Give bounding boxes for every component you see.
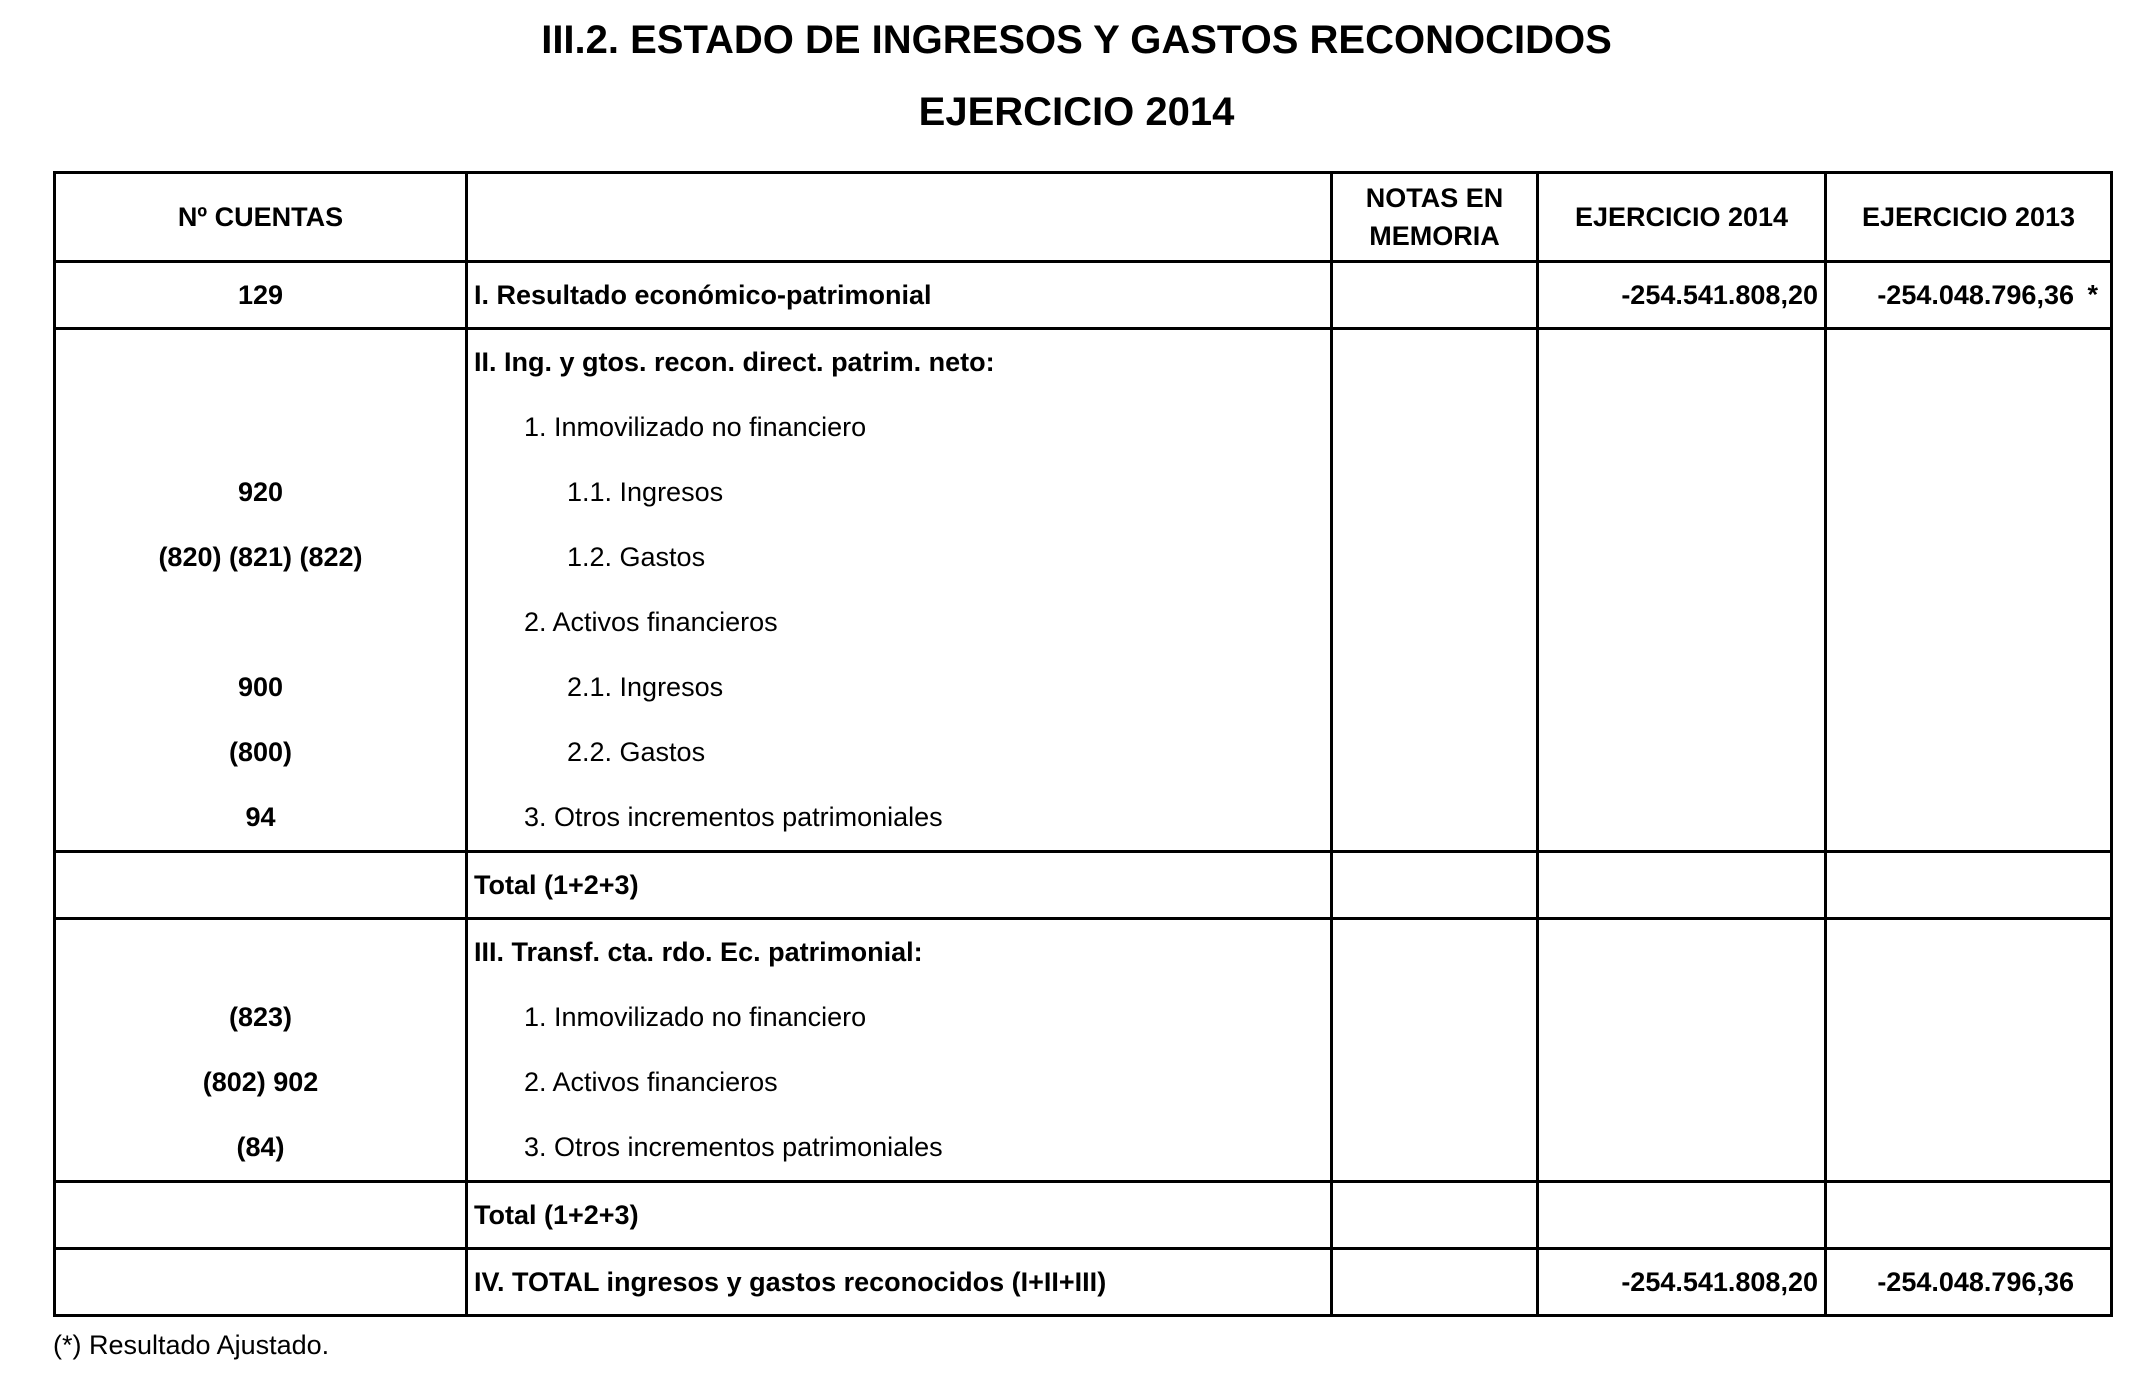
- value-2014: -254.541.808,20: [1538, 262, 1826, 329]
- notes-cell: [1332, 852, 1538, 919]
- total-label: Total (1+2+3): [467, 852, 1332, 919]
- account-line: 920: [237, 477, 284, 507]
- table-row: [55, 262, 2112, 329]
- value-2013: -254.048.796,36: [1877, 279, 2074, 310]
- concept-cell: [467, 329, 1332, 852]
- value-2014-cell: [1538, 852, 1826, 919]
- account-line: [56, 395, 465, 460]
- value-2013-cell: [1826, 919, 2112, 1182]
- header-row: [55, 173, 2112, 262]
- account-cell: [55, 852, 467, 919]
- section-iii-row: [55, 919, 2112, 1182]
- account-line: (823): [228, 1002, 293, 1032]
- notes-cell: [1332, 1182, 1538, 1249]
- account-line: 94: [245, 802, 276, 832]
- value-2013-cell: [1826, 329, 2112, 852]
- header-cuentas: Nº CUENTAS: [55, 173, 467, 262]
- notes-cell: [1332, 1249, 1538, 1316]
- account-cell: [55, 1249, 467, 1316]
- concept-line: 2.1. Ingresos: [567, 672, 724, 702]
- header-ejercicio-2013: EJERCICIO 2013: [1826, 173, 2112, 262]
- account-line: (84): [236, 1132, 285, 1162]
- account-cell: [55, 329, 467, 852]
- grand-total-2013: -254.048.796,36: [1826, 1249, 2112, 1316]
- concept-line: 2. Activos financieros: [524, 1067, 778, 1097]
- grand-total-label: IV. TOTAL ingresos y gastos reconocidos (I+II+III): [467, 1249, 1332, 1316]
- value-2014-cell: [1538, 329, 1826, 852]
- concept-line: 1.2. Gastos: [567, 542, 706, 572]
- adjusted-mark: *: [2087, 279, 2098, 310]
- concept-line: 1. Inmovilizado no financiero: [524, 1002, 867, 1032]
- document-title: III.2. ESTADO DE INGRESOS Y GASTOS RECONOCIDOS: [541, 18, 1612, 62]
- section-heading: II. Ing. y gtos. recon. direct. patrim. neto:: [474, 347, 995, 377]
- grand-total-row: [55, 1249, 2112, 1316]
- value-2014-cell: [1538, 919, 1826, 1182]
- concept-cell: [467, 919, 1332, 1182]
- table-row: [55, 852, 2112, 919]
- concept-line: 3. Otros incrementos patrimoniales: [524, 1132, 943, 1162]
- account-cell: [55, 919, 467, 1182]
- account-cell: 129: [55, 262, 467, 329]
- notes-cell: [1332, 329, 1538, 852]
- section-heading: III. Transf. cta. rdo. Ec. patrimonial:: [474, 937, 923, 967]
- table-row: [55, 1182, 2112, 1249]
- value-2014-cell: [1538, 1182, 1826, 1249]
- grand-total-2014: -254.541.808,20: [1538, 1249, 1826, 1316]
- value-2013-cell: [1826, 262, 2112, 329]
- concept-line: 3. Otros incrementos patrimoniales: [524, 802, 943, 832]
- header-notas: NOTAS EN MEMORIA: [1332, 173, 1538, 262]
- total-label: Total (1+2+3): [467, 1182, 1332, 1249]
- header-ejercicio-2014: EJERCICIO 2014: [1538, 173, 1826, 262]
- concept-line: 2.2. Gastos: [567, 737, 706, 767]
- account-line: [56, 920, 465, 985]
- account-line: [56, 590, 465, 655]
- header-concepto: [467, 173, 1332, 262]
- concept-line: 2. Activos financieros: [524, 607, 778, 637]
- value-2013-cell: [1826, 1182, 2112, 1249]
- concept-line: 1. Inmovilizado no financiero: [524, 412, 867, 442]
- statement-table: [53, 171, 2113, 1317]
- account-cell: [55, 1182, 467, 1249]
- notes-cell: [1332, 919, 1538, 1182]
- section-ii-row: [55, 329, 2112, 852]
- footnote: (*) Resultado Ajustado.: [53, 1330, 330, 1360]
- notes-cell: [1332, 262, 1538, 329]
- concept-line: 1.1. Ingresos: [567, 477, 724, 507]
- document-subtitle: EJERCICIO 2014: [918, 90, 1235, 134]
- account-line: (820) (821) (822): [158, 542, 363, 572]
- account-line: 900: [237, 672, 284, 702]
- concept-cell: I. Resultado económico-patrimonial: [467, 262, 1332, 329]
- value-2013-cell: [1826, 852, 2112, 919]
- account-line: (800): [228, 737, 293, 767]
- account-line: (802) 902: [202, 1067, 319, 1097]
- account-line: [56, 330, 465, 395]
